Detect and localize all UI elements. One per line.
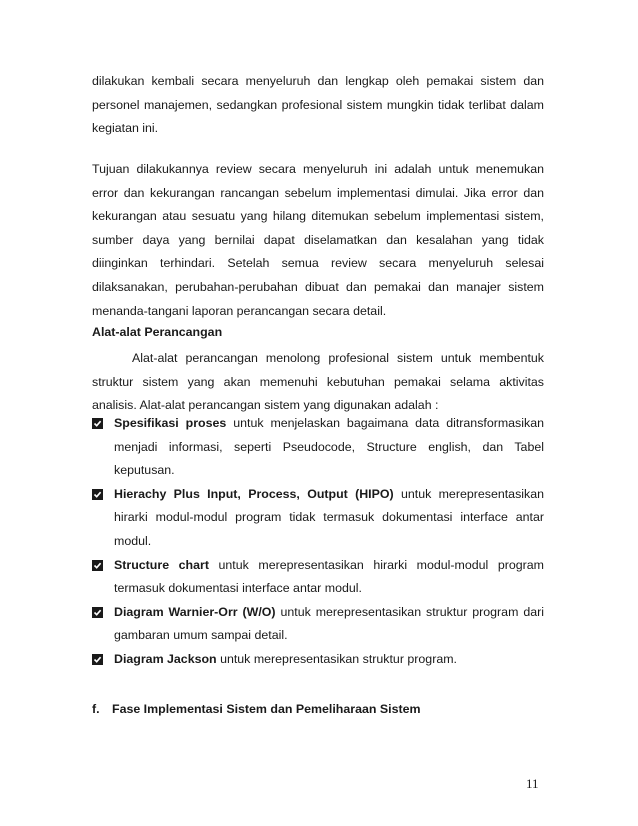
bullet-list — [92, 412, 544, 672]
bullet-text: untuk merepresentasikan struktur program dari gambaran umum sampai detail. — [114, 604, 544, 643]
paragraph-3: Alat-alat perancangan menolong profesional sistem untuk membentuk struktur sistem yang akan memenuhi kebutuhan pemakai selama aktivitas analisis. Alat-alat perancangan sistem yang digunakan adalah : — [92, 351, 544, 413]
bullet-term: Diagram Jackson — [114, 651, 217, 666]
section-heading: Alat-alat Perancangan — [92, 325, 223, 339]
bullet-text: untuk menjelaskan bagaimana data ditransformasikan menjadi informasi, seperti Pseudocode, Structure english, dan Tabel keputusan. — [114, 416, 544, 478]
section-title — [92, 702, 421, 716]
bullet-term: Hierachy Plus Input, Process, Output (HIPO) — [114, 486, 394, 501]
list-item — [92, 483, 544, 554]
bullet-term: Diagram Warnier-Orr (W/O) — [114, 604, 276, 619]
bullet-text: untuk merepresentasikan hirarki modul-modul program tidak termasuk dokumentasi interface antar modul. — [114, 486, 544, 548]
section-title-text: Fase Implementasi Sistem dan Pemeliharaan Sistem — [112, 702, 421, 716]
page-number: 11 — [526, 776, 539, 791]
square-check-icon — [92, 489, 103, 500]
bullet-term: Spesifikasi proses — [114, 416, 227, 430]
bullet-text: untuk merepresentasikan struktur program. — [216, 651, 457, 666]
list-item — [92, 412, 544, 483]
square-check-icon — [92, 560, 103, 571]
paragraph-1: dilakukan kembali secara menyeluruh dan lengkap oleh pemakai sistem dan personel manajemen, sedangkan profesional sistem mungkin tidak terlibat dalam kegiatan ini. — [92, 74, 544, 136]
list-item — [92, 648, 544, 672]
square-check-icon — [92, 418, 103, 429]
section-number: f. — [92, 702, 100, 716]
square-check-icon — [92, 654, 103, 665]
square-check-icon — [92, 607, 103, 618]
list-item — [92, 601, 544, 648]
bullet-text: untuk merepresentasikan hirarki modul-modul program termasuk dokumentasi interface antar modul. — [114, 557, 544, 596]
list-item — [92, 554, 544, 601]
bullet-term: Structure chart — [114, 557, 209, 572]
paragraph-2: Tujuan dilakukannya review secara menyeluruh ini adalah untuk menemukan error dan kekurangan rancangan sebelum implementasi dimulai. Jika error dan kekurangan atau sesuatu yang hilang ditemukan sebelum implementasi sistem, sumber daya yang bernilai dapat diselamatkan dan kesalahan yang tidak diinginkan terhindari. Setelah semua review secara menyeluruh selesai dilaksanakan, perubahan-perubahan dibuat dan pemakai dan manajer sistem menanda-tangani laporan perancangan secara detail. — [92, 162, 544, 318]
